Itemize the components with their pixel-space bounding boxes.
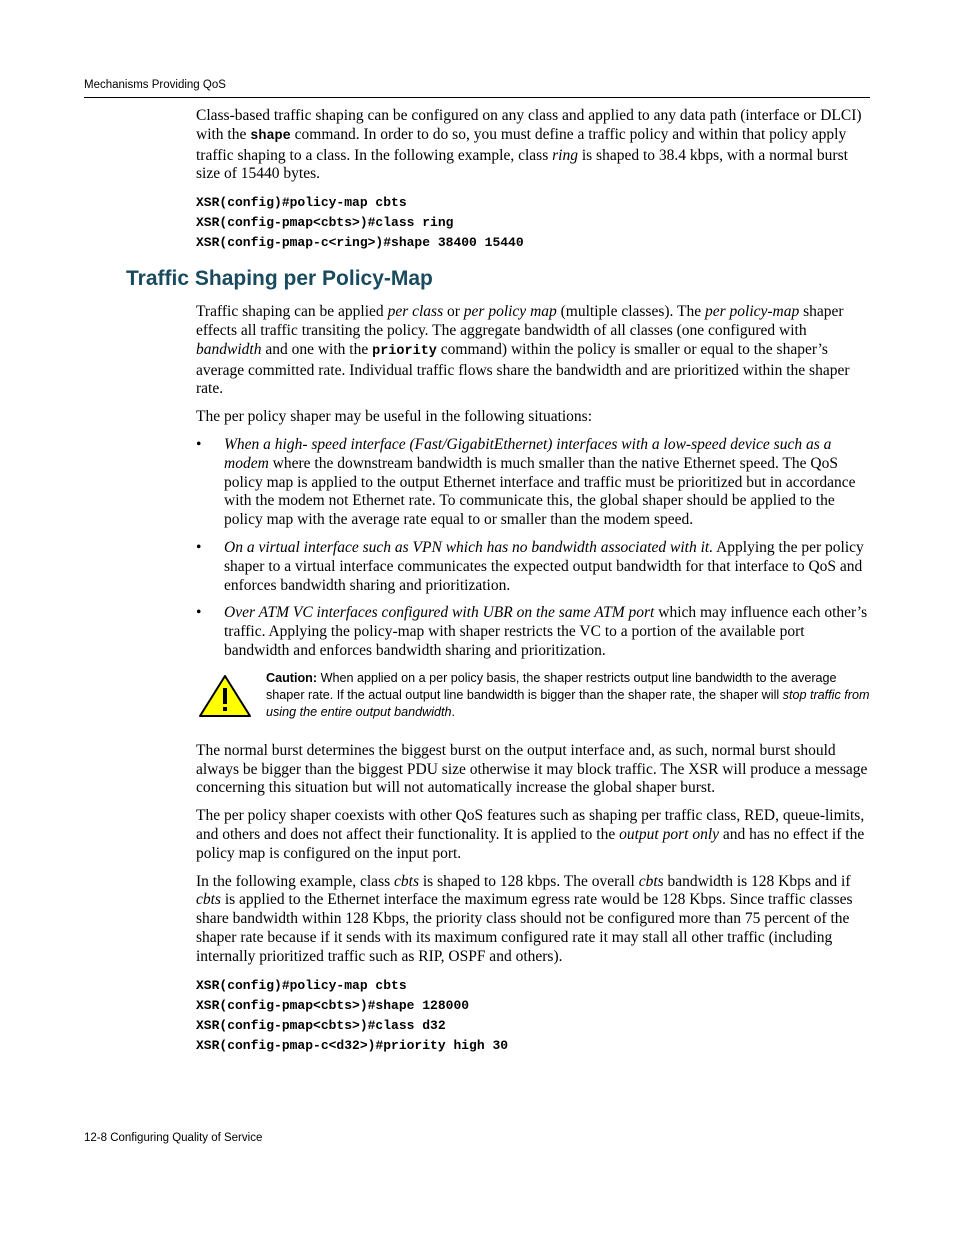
code-block-2 <box>196 976 868 1056</box>
list-item: • On a virtual interface such as VPN which has no bandwidth associated with it. Applying the per policy shaper to a virtual interface communicates the expected output bandwidth for that interface to QoS and enforces bandwidth sharing and prioritization. <box>196 538 864 594</box>
warning-triangle-icon <box>198 674 252 718</box>
running-head: Mechanisms Providing QoS <box>84 79 226 91</box>
caution-note <box>196 670 868 728</box>
code-line: XSR(config-pmap-c<ring>)#shape 38400 15440 <box>196 235 524 251</box>
shape-command: shape <box>250 128 291 144</box>
code-line: XSR(config-pmap-c<d32>)#priority high 30 <box>196 1037 509 1053</box>
code-line: XSR(config-pmap<cbts>)#class d32 <box>196 1017 446 1033</box>
page-body <box>126 107 870 1070</box>
code-line: XSR(config)#policy-map cbts <box>196 195 407 211</box>
code-line: XSR(config)#policy-map cbts <box>196 977 407 993</box>
situations-list <box>196 436 868 661</box>
header-rule <box>84 97 870 98</box>
caution-label: Caution: <box>266 670 318 685</box>
code-line: XSR(config-pmap<cbts>)#class ring <box>196 215 454 231</box>
burst-paragraph: The normal burst determines the biggest burst on the output interface and, as such, normal burst should always be bigger than the biggest PDU size otherwise it may block traffic. The XSR will produce a message concerning this situation but will not automatically increase the global shaper burst. <box>196 741 868 797</box>
caution-text: Caution: When applied on a per policy basis, the shaper restricts output line bandwidth to the average shaper rate. If the actual output line bandwidth is bigger than the shaper rate, the shaper will stop traffic from using the entire output bandwidth. <box>266 670 870 719</box>
section-paragraph-1: Traffic shaping can be applied per class or per policy map (multiple classes). The per policy-map shaper effects all traffic transiting the policy. The aggregate bandwidth of all classes (one configured with bandwidth and one with the priority command) within the policy is smaller or equal to the shaper’s average committed rate. Individual traffic flows share the bandwidth and are prioritized within the shaper rate. <box>196 303 850 398</box>
code-line: XSR(config-pmap<cbts>)#shape 128000 <box>196 997 470 1013</box>
page-footer: 12-8 Configuring Quality of Service <box>84 1132 263 1144</box>
list-item: • Over ATM VC interfaces configured with UBR on the same ATM port which may influence each other’s traffic. Applying the policy-map with shaper restricts the VC to a portion of the available port bandwidth and enforces bandwidth sharing and prioritization. <box>196 604 868 659</box>
priority-command: priority <box>372 343 437 359</box>
code-block-1 <box>196 193 868 253</box>
coexist-paragraph: The per policy shaper coexists with other QoS features such as shaping per traffic class, RED, queue-limits, and others and does not affect their functionality. It is applied to the output port only and has no effect if the policy map is configured on the input port. <box>196 807 865 862</box>
section-heading: Traffic Shaping per Policy-Map <box>126 267 433 291</box>
bullet-marker: • <box>196 604 202 622</box>
list-item: • When a high- speed interface (Fast/GigabitEthernet) interfaces with a low-speed device such as a modem where the downstream bandwidth is much smaller than the native Ethernet speed. The QoS policy map is applied to the output Ethernet interface and traffic must be prioritized but in accordance with the modem not Ethernet rate. To communicate this, the global shaper should be applied to the policy map with the average rate equal to or smaller than the modem speed. <box>196 435 856 529</box>
example-paragraph: In the following example, class cbts is shaped to 128 kbps. The overall cbts bandwidth is 128 Kbps and if cbts is applied to the Ethernet interface the maximum egress rate would be 128 Kbps. Since traffic classes share bandwidth within 128 Kbps, the priority class should not be configured more than 75 percent of the shaper rate because if it sends with its maximum configured rate it may stall all other traffic (including internally prioritized traffic such as RIP, OSPF and others). <box>196 872 853 965</box>
class-name-ring: ring <box>552 146 578 164</box>
intro-paragraph: Class-based traffic shaping can be configured on any class and applied to any data path (interface or DLCI) with the shape command. In order to do so, you must define a traffic policy and within that policy apply traffic shaping to a class. In the following example, class ring is shaped to 38.4 kbps, with a normal burst size of 15440 bytes. <box>196 107 862 183</box>
section-paragraph-2: The per policy shaper may be useful in the following situations: <box>196 408 593 426</box>
bullet-marker: • <box>196 435 202 453</box>
bullet-marker: • <box>196 538 202 556</box>
